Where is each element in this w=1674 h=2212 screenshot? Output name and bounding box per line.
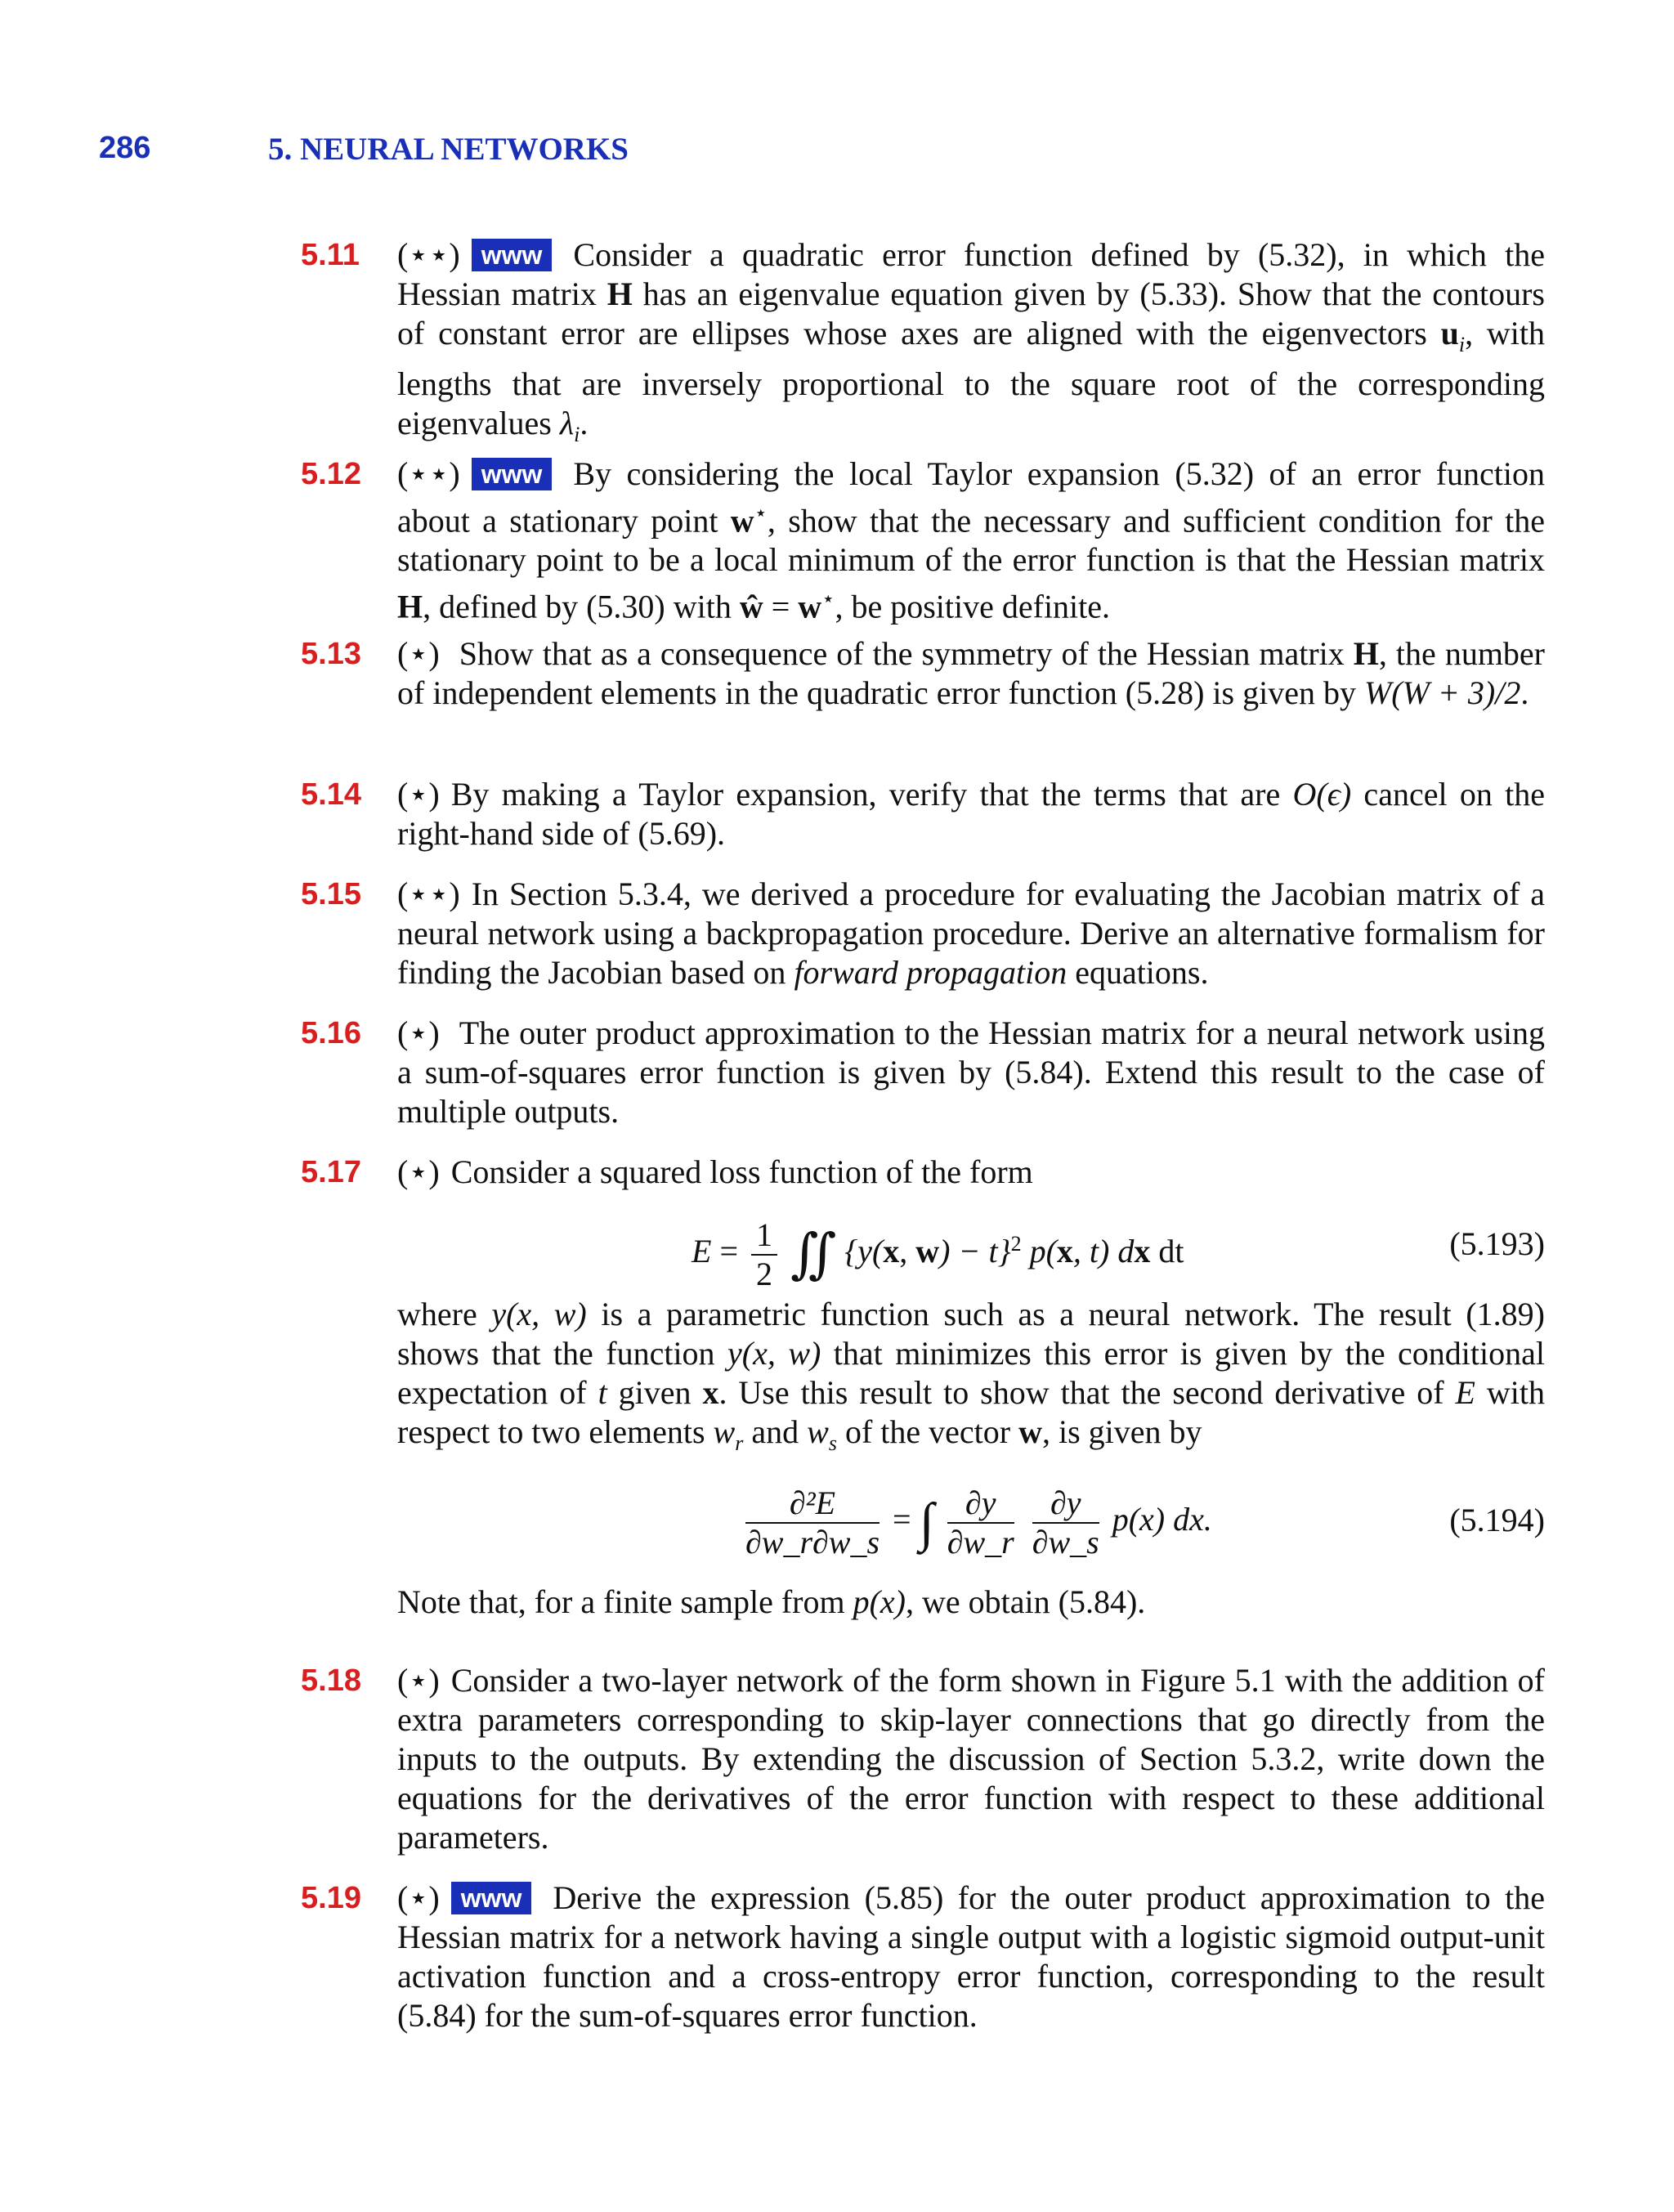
difficulty-stars: (⋆) xyxy=(397,1879,440,1916)
exercise-number: 5.16 xyxy=(301,1016,361,1050)
exercise-text: (⋆) The outer product approximation to the Hessian matrix for a neural network using a sum-of-squares error function is given by (5.84). Extend this result to the case of multiple outputs. xyxy=(397,1014,1545,1130)
difficulty-stars: (⋆⋆) xyxy=(397,875,460,912)
equation-5-193: E = $\frac{1}{2}$ ∬ {y(x, w) − t}$^2$ p(x, t) dx dt (5.193) xyxy=(692,1216,1545,1292)
www-solution-link[interactable]: www xyxy=(472,458,553,490)
exercise-text: (⋆) By making a Taylor expansion, verify that the terms that are O(ϵ) cancel on the right-hand side of (5.69). xyxy=(397,776,1545,852)
page-header xyxy=(0,131,1674,172)
difficulty-stars: (⋆⋆) xyxy=(397,455,460,492)
exercise-number: 5.18 xyxy=(301,1663,361,1698)
chapter-title: 5. NEURAL NETWORKS xyxy=(268,132,629,167)
integral: ∫ xyxy=(919,1493,934,1552)
double-integral: ∬ xyxy=(790,1225,837,1284)
difficulty-stars: (⋆) xyxy=(397,1153,440,1190)
exercise-text: (⋆⋆) In Section 5.3.4, we derived a procedure for evaluating the Jacobian matrix of a neural network using a backpropagation procedure. Derive an alternative formalism for finding the Jacobian based on forward propagation equations. xyxy=(397,875,1545,991)
paragraph: Note that, for a finite sample from p(x), we obtain (5.84). xyxy=(397,1583,1146,1620)
difficulty-stars: (⋆) xyxy=(397,1014,440,1051)
exercise-number: 5.19 xyxy=(301,1881,361,1915)
equation-number: (5.193) xyxy=(1449,1225,1545,1262)
exercise-number: 5.12 xyxy=(301,457,361,491)
exercise-text: (⋆) Show that as a consequence of the symmetry of the Hessian matrix H, the number of independent elements in the quadratic error function (5.28) is given by W(W + 3)/2. xyxy=(397,635,1546,711)
exercise-number: 5.17 xyxy=(301,1155,361,1189)
paragraph: where y(x, w) is a parametric function such as a neural network. The result (1.89) shows that the function y(x, w) that minimizes this error is given by the conditional expectation of t given x. Use this result to show that the second derivative of E with respect to two elements $w_r$ and $w_s$ of the vector w, is given by xyxy=(397,1296,1546,1455)
exercise-text: (⋆⋆) www Consider a quadratic error function defined by (5.32), in which the Hessian matrix H has an eigenvalue equation given by (5.33). Show that the contours of constant error are ellipses whose axes are aligned with the eigenvectors $u_i$, with lengths that are inversely proportional to the square root of the corresponding eigenvalues $\lambda_i$. xyxy=(397,236,1546,446)
exercise-number: 5.15 xyxy=(301,877,361,911)
exercise-text: (⋆) Consider a two-layer network of the form shown in Figure 5.1 with the addition of extra parameters corresponding to skip-layer connections that go directly from the inputs to the outputs. By extending the discussion of Section 5.3.2, write down the equations for the derivatives of the error function with respect to these additional parameters. xyxy=(397,1662,1545,1856)
fraction: $\frac{1}{2}$ xyxy=(751,1216,777,1293)
www-solution-link[interactable]: www xyxy=(451,1882,532,1914)
exercise-number: 5.11 xyxy=(301,238,360,272)
equation-5-194: $\frac{\text{∂²E}}{\partial w\_r\partial w\_s}$ = ∫ $\frac{\partial y}{\partial w\_r}$ $\frac{\partial y}{\partial w\_s}$ p(x) dx. (5.194) xyxy=(745,1484,1545,1560)
difficulty-stars: (⋆) xyxy=(397,635,440,672)
difficulty-stars: (⋆⋆) xyxy=(397,236,460,273)
difficulty-stars: (⋆) xyxy=(397,1662,440,1699)
exercise-text: (⋆) Consider a squared loss function of the form E = $\frac{1}{2}$ ∬ {y(x, w) − t}$^2$ p(x, t) dx dt (5.193) where y(x, w) is a parametric function such as a neural network. The result (1.89) shows that the function y(x, w) that minimizes this error is given by the conditional expectation of t given x. Use this result to show that the second derivative of E with respect to two elements $w_r$ and $w_s$ of the vector w, is given by $\frac{\text{∂²E}}{\partial w\_r\partial w\_s}$ = ∫ $\frac{\partial y}{\partial w\_r}$ $\frac{\partial y}{\partial w\_s}$ p(x) dx. (5.194) Note that, for a finite sample from p(x), we obtain (5.84). xyxy=(397,1153,1546,1620)
page-number: 286 xyxy=(99,131,151,165)
exercise-text: (⋆⋆) www By considering the local Taylor expansion (5.32) of an error function about a stationary point w⋆, show that the necessary and sufficient condition for the stationary point to be a local minimum of the error function is that the Hessian matrix H, defined by (5.30) with ŵ = w⋆, be positive definite. xyxy=(397,455,1545,625)
www-solution-link[interactable]: www xyxy=(472,239,553,271)
exercise-text: (⋆) www Derive the expression (5.85) for the outer product approximation to the Hessian matrix for a network having a single output with a logistic sigmoid output-unit activation function and a cross-entropy error function, corresponding to the result (5.84) for the sum-of-squares error function. xyxy=(397,1879,1545,2034)
exercise-number: 5.14 xyxy=(301,777,361,812)
difficulty-stars: (⋆) xyxy=(397,776,440,813)
exercise-number: 5.13 xyxy=(301,637,361,671)
fraction: $\frac{\text{∂²E}}{\partial w\_r\partial w\_s}$ xyxy=(745,1484,880,1560)
fraction: $\frac{\partial y}{\partial w\_r}$ xyxy=(947,1484,1014,1560)
equation-number: (5.194) xyxy=(1449,1502,1545,1538)
fraction: $\frac{\partial y}{\partial w\_s}$ xyxy=(1032,1484,1099,1560)
